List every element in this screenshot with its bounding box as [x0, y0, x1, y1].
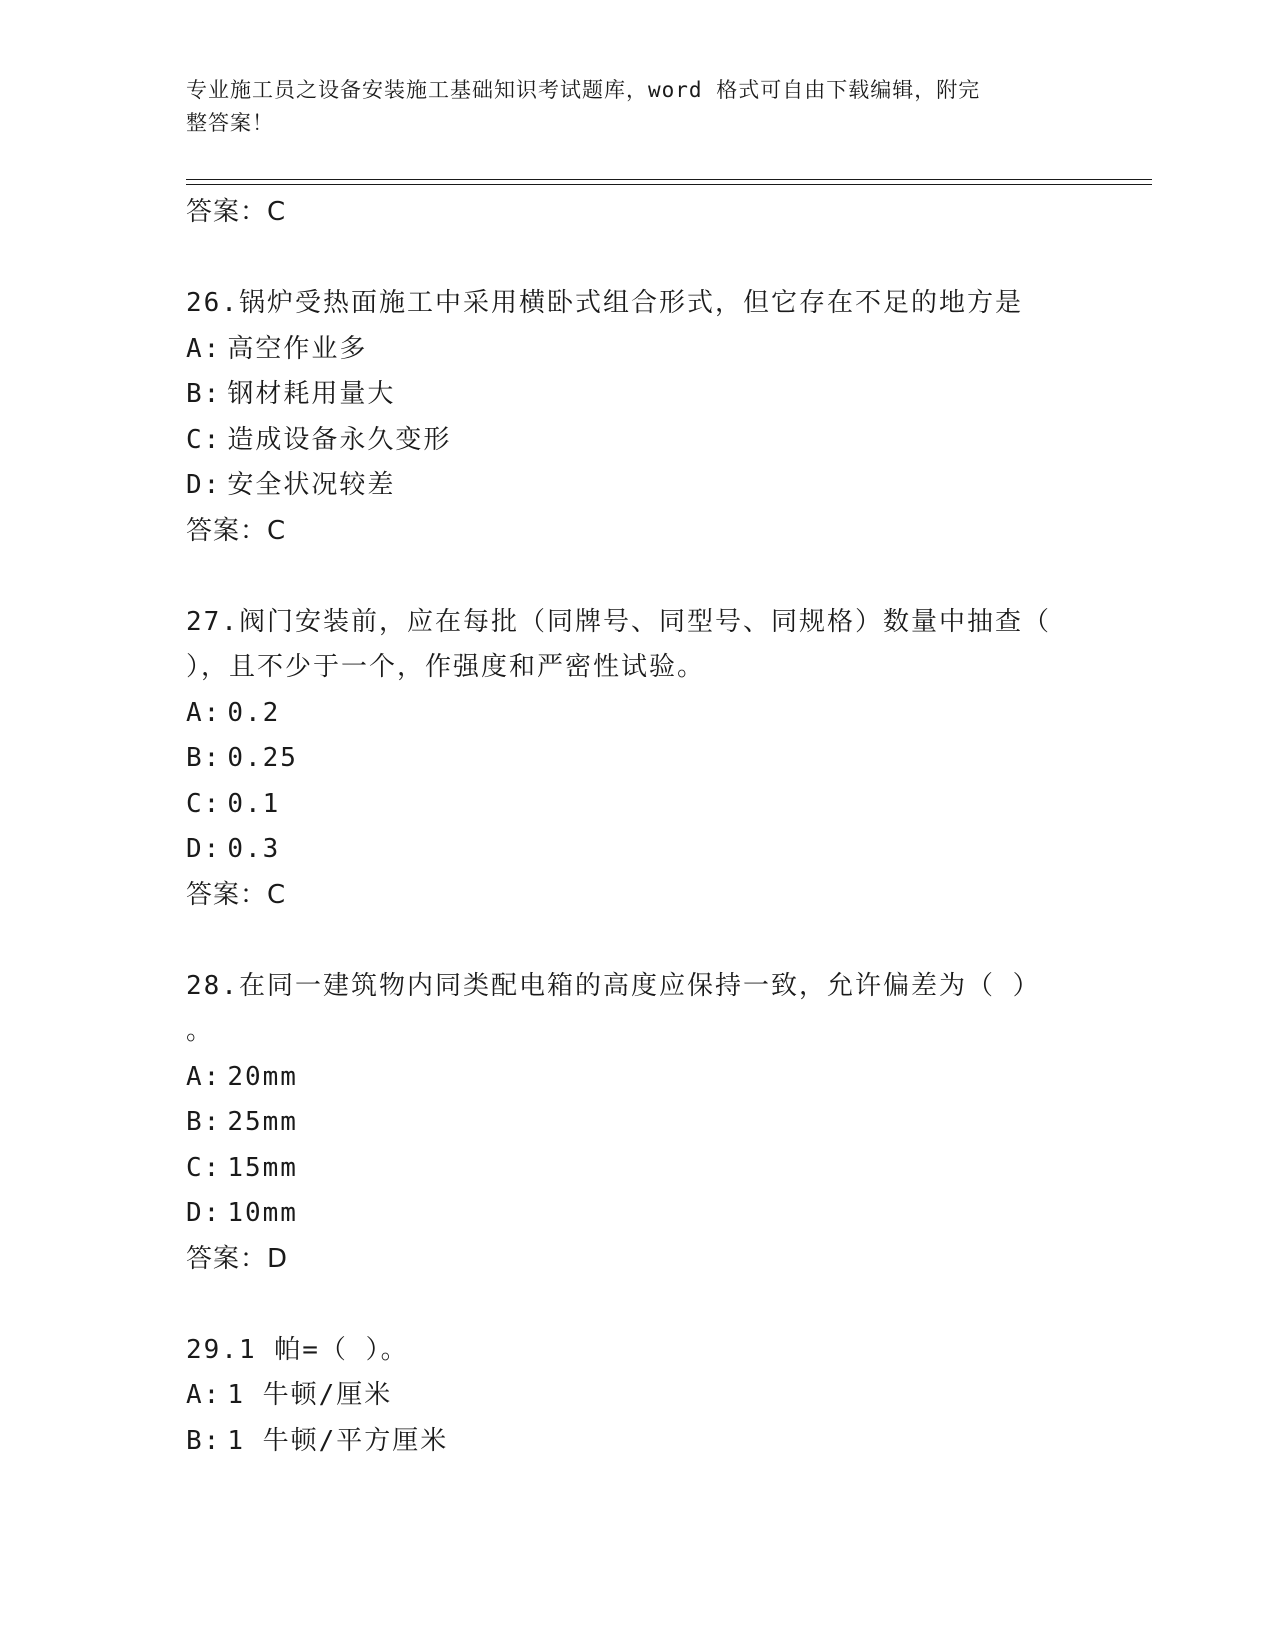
option-a — [186, 1373, 1086, 1419]
option-d — [186, 827, 1086, 873]
document-header — [186, 74, 1066, 140]
option-label: B: — [186, 743, 222, 773]
option-text: 10mm — [227, 1198, 298, 1228]
question-item — [186, 964, 1086, 1282]
header-divider-top — [186, 179, 1152, 180]
option-text: 1 牛顿/平方厘米 — [227, 1425, 449, 1456]
option-label: B: — [186, 379, 222, 409]
option-label: A: — [186, 1380, 222, 1410]
option-b — [186, 372, 1086, 418]
option-a — [186, 691, 1086, 737]
option-label: D: — [186, 470, 222, 500]
option-label: B: — [186, 1107, 222, 1137]
option-c — [186, 418, 1086, 464]
option-text: 0.1 — [227, 788, 281, 819]
option-text: 安全状况较差 — [227, 470, 396, 500]
question-text-line-2: ），且不少于一个，作强度和严密性试验。 — [186, 652, 706, 682]
document-body — [186, 190, 1086, 1464]
option-a — [186, 1055, 1086, 1101]
option-text: 高空作业多 — [227, 333, 368, 364]
option-c — [186, 1146, 1086, 1192]
option-label: B: — [186, 1425, 222, 1456]
option-text: 15mm — [227, 1152, 298, 1183]
option-label: C: — [186, 424, 222, 455]
option-text: 钢材耗用量大 — [227, 379, 396, 409]
option-a — [186, 327, 1086, 373]
question-text: 29.1 帕=（ ）。 — [186, 1334, 409, 1365]
option-b — [186, 1100, 1086, 1146]
option-label: D: — [186, 834, 222, 864]
option-label: C: — [186, 788, 222, 819]
question-text: 26.锅炉受热面施工中采用横卧式组合形式，但它存在不足的地方是 — [186, 288, 1023, 318]
option-text: 0.2 — [227, 697, 281, 728]
question-text-line-2: 。 — [186, 1016, 215, 1046]
question-text-line-1: 28.在同一建筑物内同类配电箱的高度应保持一致，允许偏差为（ ） — [186, 970, 1041, 1001]
answer-line: 答案：C — [186, 515, 287, 546]
option-text: 造成设备永久变形 — [227, 424, 452, 455]
option-text: 1 牛顿/厘米 — [227, 1380, 393, 1410]
header-line-2: 整答案！ — [186, 111, 274, 135]
header-line-1: 专业施工员之设备安装施工基础知识考试题库，word 格式可自由下载编辑，附完 — [186, 78, 981, 102]
header-divider-bottom — [186, 184, 1152, 185]
option-label: D: — [186, 1198, 222, 1228]
answer-line: 答案：C — [186, 879, 287, 910]
option-text: 25mm — [227, 1107, 298, 1137]
option-text: 20mm — [227, 1061, 298, 1092]
answer-line: 答案：D — [186, 1243, 289, 1274]
option-label: A: — [186, 1061, 222, 1092]
answer-line: 答案：C — [186, 197, 287, 227]
option-b — [186, 1419, 1086, 1465]
option-d — [186, 463, 1086, 509]
option-label: A: — [186, 697, 222, 728]
question-item — [186, 1328, 1086, 1465]
option-c — [186, 782, 1086, 828]
option-b — [186, 736, 1086, 782]
question-item — [186, 281, 1086, 554]
question-text-line-1: 27.阀门安装前，应在每批（同牌号、同型号、同规格）数量中抽查（ — [186, 606, 1051, 637]
question-item — [186, 600, 1086, 918]
option-label: A: — [186, 333, 222, 364]
option-label: C: — [186, 1152, 222, 1183]
option-d — [186, 1191, 1086, 1237]
option-text: 0.25 — [227, 743, 298, 773]
option-text: 0.3 — [227, 834, 281, 864]
